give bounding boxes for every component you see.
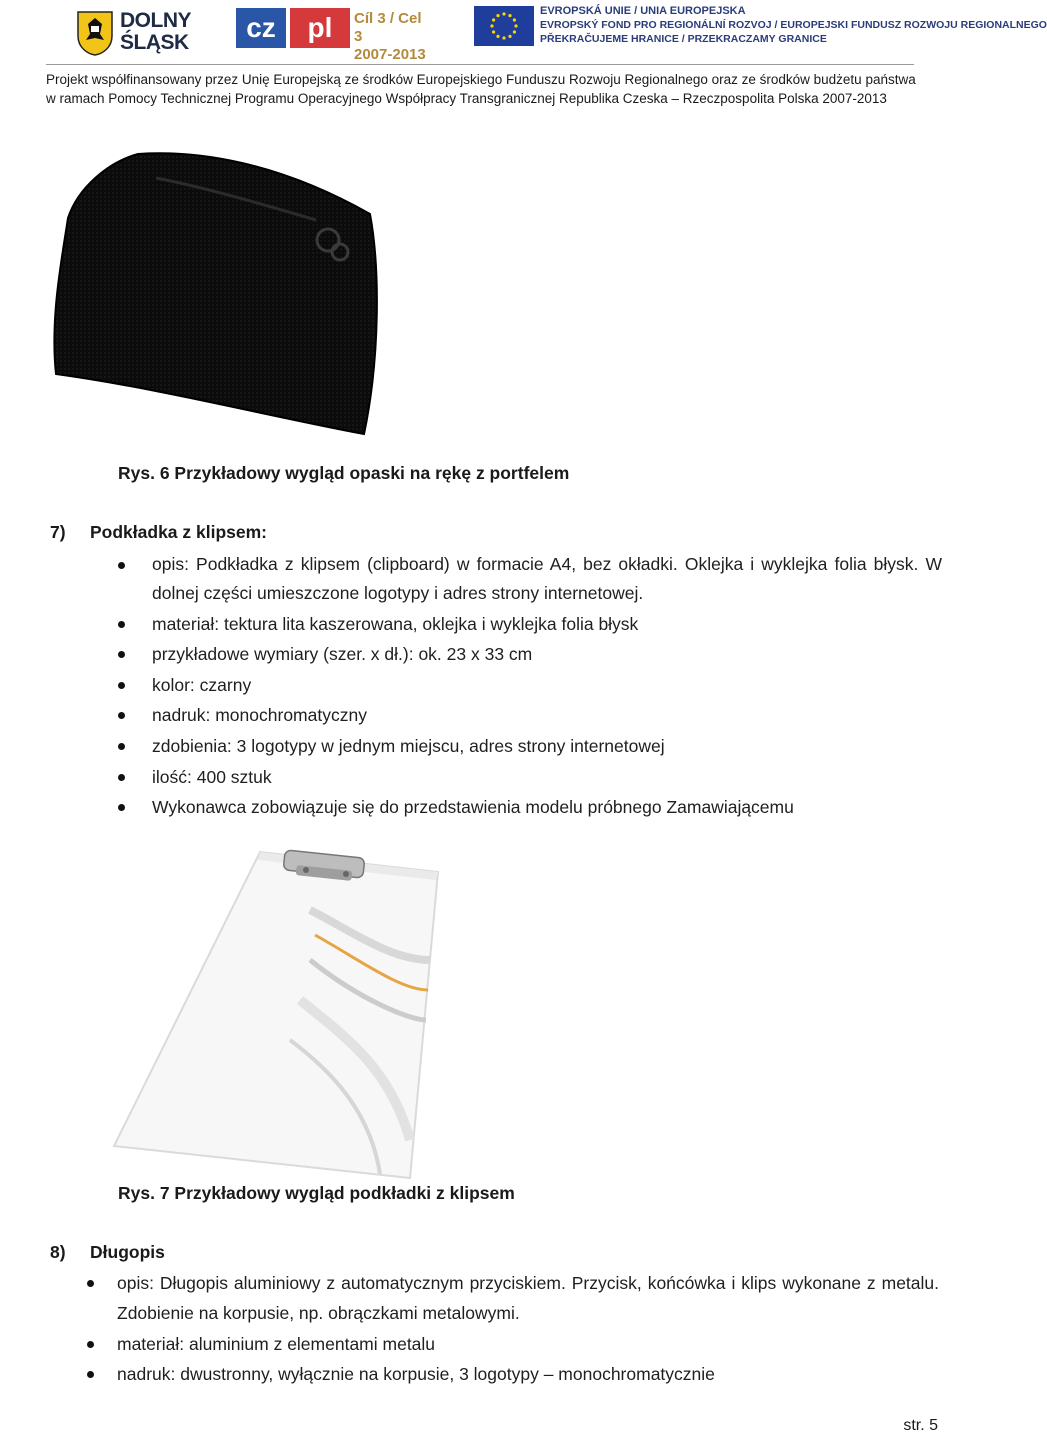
figure-6-caption: Rys. 6 Przykładowy wygląd opaski na rękę z portfelem xyxy=(118,463,570,483)
wristband-wallet-image xyxy=(48,148,378,444)
eu-flag xyxy=(474,6,534,46)
section-7-title: Podkładka z klipsem: xyxy=(90,522,268,542)
list-item: ilość: 400 sztuk xyxy=(152,762,942,792)
eu-line-slogan: PŘEKRAČUJEME HRANICE / PRZEKRACZAMY GRANICE xyxy=(540,33,827,45)
figure-7-caption: Rys. 7 Przykładowy wygląd podkładki z klipsem xyxy=(118,1183,515,1203)
section-8-title: Długopis xyxy=(90,1242,165,1262)
eu-stars-icon xyxy=(474,6,534,46)
list-item: nadruk: monochromatyczny xyxy=(152,700,942,730)
czpl-logo-cil: Cíl 3 / Cel 3 xyxy=(354,10,422,45)
list-item: przykładowe wymiary (szer. x dł.): ok. 23 x 33 cm xyxy=(152,639,942,669)
dolny-slask-logo-text: DOLNY ŚLĄSK xyxy=(120,9,191,54)
section-7-heading xyxy=(50,522,267,543)
clipboard-image xyxy=(110,840,450,1180)
list-item: materiał: aluminium z elementami metalu xyxy=(117,1329,939,1359)
list-item: opis: Długopis aluminiowy z automatycznym przyciskiem. Przycisk, końcówka i klips wykonane z metalu. Zdobienie na korpusie, np. obrączkami metalowymi. xyxy=(117,1268,939,1328)
list-item: zdobienia: 3 logotypy w jednym miejscu, adres strony internetowej xyxy=(152,731,942,761)
list-item: nadruk: dwustronny, wyłącznie na korpusie, 3 logotypy – monochromatycznie xyxy=(117,1359,939,1389)
project-funding-line-2: w ramach Pomocy Technicznej Programu Operacyjnego Współpracy Transgranicznej Republika Czeska – Rzeczpospolita Polska 2007-2013 xyxy=(46,91,887,106)
czpl-logo-pl: pl xyxy=(290,8,350,48)
section-8-number: 8) xyxy=(50,1242,66,1262)
coat-of-arms-icon xyxy=(76,10,114,56)
czpl-logo-years: 2007-2013 xyxy=(354,46,426,63)
header-divider xyxy=(46,64,914,65)
page-number: str. 5 xyxy=(903,1417,938,1434)
eu-fund-text xyxy=(540,4,1047,46)
section-8-heading xyxy=(50,1242,165,1263)
section-8-list xyxy=(117,1268,939,1390)
list-item: opis: Podkładka z klipsem (clipboard) w formacie A4, bez okładki. Oklejka i wyklejka folia błysk. W dolnej części umieszczone logotypy i adres strony internetowej. xyxy=(152,550,942,608)
list-item: kolor: czarny xyxy=(152,670,942,700)
section-7-list xyxy=(152,550,942,823)
section-7-number: 7) xyxy=(50,522,66,542)
eu-line-union: EVROPSKÁ UNIE / UNIA EUROPEJSKA xyxy=(540,5,746,17)
eu-line-fund: EVROPSKÝ FOND PRO REGIONÁLNÍ ROZVOJ / EUROPEJSKI FUNDUSZ ROZWOJU REGIONALNEGO xyxy=(540,19,1047,31)
czpl-logo-cz: cz xyxy=(236,8,286,48)
list-item: Wykonawca zobowiązuje się do przedstawienia modelu próbnego Zamawiającemu xyxy=(152,792,942,822)
czpl-logo xyxy=(236,8,426,63)
dolny-slask-logo xyxy=(76,8,206,58)
list-item: materiał: tektura lita kaszerowana, oklejka i wyklejka folia błysk xyxy=(152,609,942,639)
project-funding-line-1: Projekt współfinansowany przez Unię Europejską ze środków Europejskiego Funduszu Rozwoju Regionalnego oraz ze środków budżetu państwa xyxy=(46,72,916,87)
